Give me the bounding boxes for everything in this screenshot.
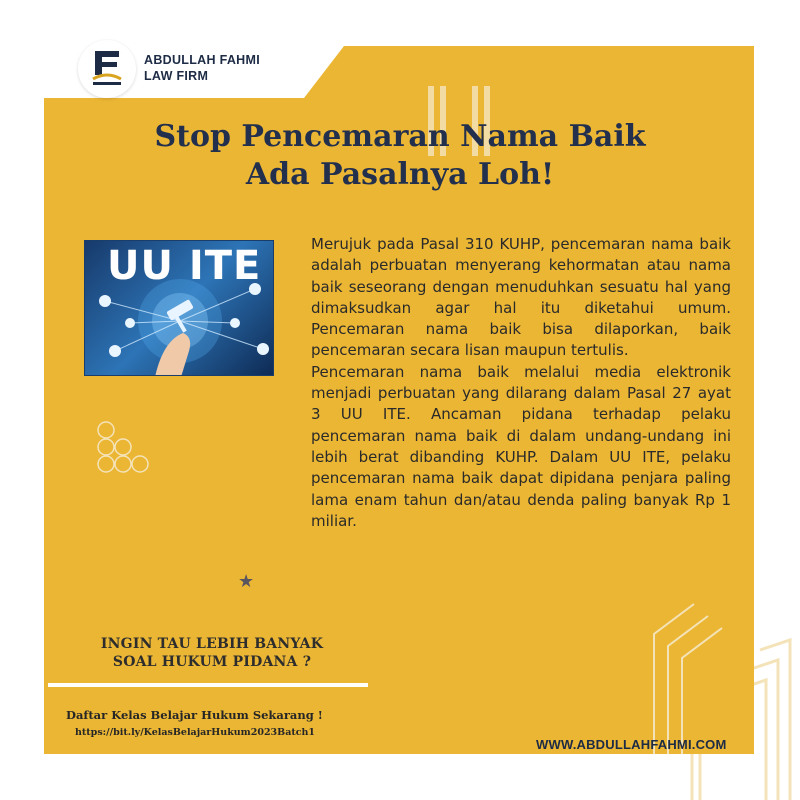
title-line2: Ada Pasalnya Loh! (245, 157, 555, 192)
firm-name-line2: LAW FIRM (144, 69, 209, 83)
cta-line1: INGIN TAU LEBIH BANYAK (100, 636, 324, 652)
corner-line-decoration (634, 594, 754, 754)
firm-name-line1: ABDULLAH FAHMI (144, 53, 260, 67)
page-title (60, 118, 740, 194)
firm-name (144, 52, 260, 84)
uu-ite-image (84, 240, 274, 376)
cta-line2: SOAL HUKUM PIDANA ? (112, 654, 312, 670)
website-link[interactable]: WWW.ABDULLAHFAHMI.COM (536, 737, 727, 752)
register-text: Daftar Kelas Belajar Hukum Sekarang ! (66, 708, 323, 722)
title-line1: Stop Pencemaran Nama Baik (154, 119, 646, 154)
f-letter-logo-icon (89, 49, 125, 89)
divider (48, 683, 368, 687)
cta-heading (52, 635, 372, 671)
registration-link[interactable]: https://bit.ly/KelasBelajarHukum2023Batch1 (75, 727, 316, 738)
uu-ite-caption: UU ITE (107, 243, 262, 289)
star-icon: ★ (238, 571, 255, 592)
article-paragraph-2: Pencemaran nama baik melalui media elektronik menjadi perbuatan yang dilarang dalam Pasal 27 ayat 3 UU ITE. Ancaman pidana terhadap pelaku pencemaran nama baik di dalam undang-undang ini lebih berat dibanding KUHP. Dalam UU ITE, pelaku pencemaran nama baik dapat dipidana penjara paling lama enam tahun dan/atau denda paling banyak Rp 1 miliar. (311, 362, 731, 530)
circle-cluster-decoration (96, 420, 156, 476)
law-firm-logo (78, 40, 136, 98)
article-body (311, 234, 731, 532)
article-paragraph-1: Merujuk pada Pasal 310 KUHP, pencemaran nama baik adalah perbuatan menyerang kehormatan atau nama baik seseorang dengan menuduhkan sesuatu hal yang dimaksudkan agar hal itu diketahui umum. Pencemaran nama baik bisa dilaporkan, baik pencemaran secara lisan maupun tertulis. (311, 235, 731, 360)
